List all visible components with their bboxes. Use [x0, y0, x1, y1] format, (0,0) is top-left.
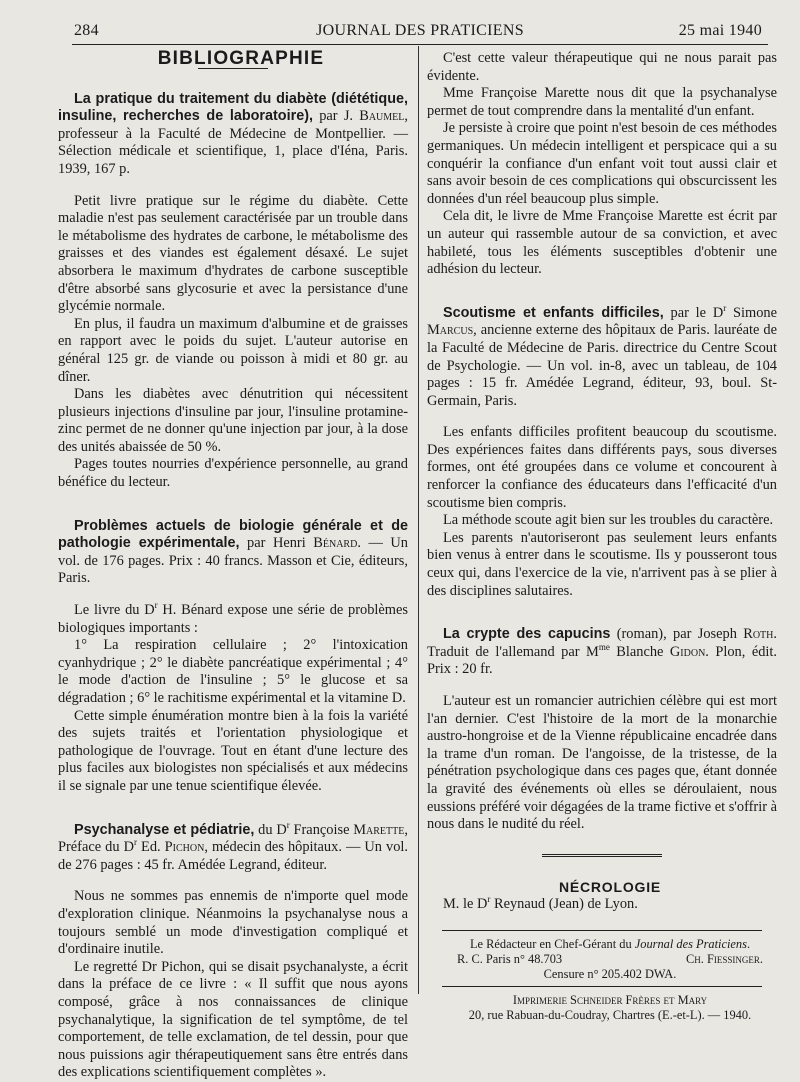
review-paragraph: Cette simple énumération montre bien à la fois la variété des sujets traités et l'orientation physiologique et pathologique de l'ouvrage. Tout en étant d'une lecture des plus faciles aux biologistes non spécialisés et aux médecins il se signale par une tenue scientifique élevée. [58, 707, 408, 794]
journal-title: JOURNAL DES PRATICIENS [316, 22, 524, 39]
page-header [72, 22, 768, 46]
author-name: Roth [743, 626, 774, 643]
printer-line: Imprimerie Schneider Frères et Mary [512, 992, 708, 1007]
review-paragraph: Dans les diabètes avec dénutrition qui nécessitent plusieurs injections d'insuline par jour, l'insuline protamine-zinc permet de ne donner qu'une injection par jour, à la dose des unités abaissée de 50 %. [58, 386, 408, 455]
book-title: Psychanalyse et pédiatrie, [74, 821, 255, 838]
issue-date: 25 mai 1940 [678, 22, 762, 39]
review-paragraph: La méthode scoute agit bien sur les troubles du caractère. [443, 512, 774, 529]
footer-rule [442, 986, 762, 987]
book-entry-scoutisme: Scoutisme et enfants difficiles, par le $D^r$ Simone Marcus, ancienne externe des hôpitaux de Paris. lauréate de la Faculté de Médecine de Paris. directrice du Centre Scout de Psychologie. — Un vol. in-8, avec un tableau, de 104 pages : 15 fr. Amédée Legrand, éditeur, 93, boul. St-Germain, Paris. [427, 302, 777, 409]
editor-line: Le Rédacteur en Chef-Gérant du Journal des Praticiens. [469, 936, 751, 951]
review-paragraph: 1° La respiration cellulaire ; 2° l'intoxication cyanhydrique ; 2° le diabète pancréatique expérimental ; 4° le mode d'action de l'insuline ; 5° le glucose et sa dégradation ; 6° le rachitisme expérimental et la vitamine D. [58, 637, 408, 706]
printer-address: 20, rue Rabuan-du-Coudray, Chartres (E.-et-L). — 1940. [468, 1007, 752, 1022]
review-paragraph: Cela dit, le livre de Mme Françoise Marette est écrit par un auteur qui rassemble autour de sa conviction, et avec habileté, tous les éléments susceptibles d'obtenir une adhésion du lecteur. [427, 208, 777, 278]
section-title: BIBLIOGRAPHIE [157, 48, 325, 69]
registry-line: R. C. Paris n° 48.703 Ch. Fiessinger. [457, 951, 763, 966]
author-name: Marette [353, 821, 405, 838]
review-paragraph: Nous ne sommes pas ennemis de n'importe quel mode d'exploration clinique. Néanmoins la psychanalyse nous a toujours semblé un mode d'investigation compliqué et d'ordinaire inutile. [58, 888, 408, 958]
right-column [427, 50, 777, 1023]
book-title: Scoutisme et enfants difficiles, [443, 304, 664, 321]
review-paragraph: Je persiste à croire que point n'est besoin de ces méthodes germaniques. Un médecin intelligent et perspicace qui a su conquérir la confiance d'un enfant voit tout aussi clair et sans avoir besoin de ces complications qui obscurcissent les données d'un réel beaucoup plus simple. [427, 120, 777, 207]
book-entry-psychanalyse: Psychanalyse et pédiatrie, du $D^r$ Françoise Marette, Préface du $D^r$ Ed. Pichon, médecin des hôpitaux. — Un vol. de 276 pages : 45 fr. Amédée Legrand, éditeur. [58, 819, 408, 873]
necrologie-title: NÉCROLOGIE [558, 878, 662, 895]
author-name: Bénard [313, 535, 358, 552]
section-separator [542, 854, 662, 857]
footer-rule [442, 930, 762, 931]
book-entry-biologie: Problèmes actuels de biologie générale et de pathologie expérimentale, par Henri Bénard. — Un vol. de 176 pages. Prix : 40 francs. Masson et Cie, éditeurs, Paris. [58, 517, 409, 587]
review-paragraph: Pages toutes nourries d'expérience personnelle, au grand bénéfice du lecteur. [58, 456, 408, 491]
header-rule [72, 44, 768, 45]
book-entry-crypte: La crypte des capucins (roman), par Joseph Roth. Traduit de l'allemand par $M^{me}$ Blanche Gidon. Plon, édit. Prix : 20 fr. [427, 626, 777, 678]
obituary-line: M. le $D^r$ Reynaud (Jean) de Lyon. [443, 894, 638, 913]
review-paragraph: L'auteur est un romancier autrichien célèbre qui est mort l'an dernier. C'est l'histoire de la mort de la monarchie austro-hongroise et de la Vienne républicaine encadrée dans la trame d'un roman. De l'angoisse, de la tristesse, de la pénétration psychologique dans ces pages que, étant donnée la gravité des événements où elles se déroulaient, nous eussions préféré voir dégagées de la trame fictive et s'offrir à nous dans le nudité du réel. [427, 693, 777, 833]
book-title: La crypte des capucins [443, 626, 611, 643]
censorship-line: Censure n° 205.402 DWA. [543, 966, 677, 981]
review-paragraph: Les parents n'autoriseront pas seulement leurs enfants bien venus à entrer dans le scoutisme. Ils y pousseront tous ceux qui, dans l'exercice de la vie, n'arrivent pas à se plier à des disciplines salutaires. [427, 529, 777, 599]
book-title: La pratique du traitement du diabète (diététique, insuline, recherches de laboratoire), [58, 90, 408, 125]
column-divider [418, 46, 419, 994]
review-paragraph: En plus, il faudra un maximum d'albumine et de graisses en rapport avec le poids du sujet. L'auteur autorise en général 125 gr. de viande ou poisson à midi et 80 gr. au dîner. [58, 315, 408, 385]
review-paragraph: Le livre du $D^r$ H. Bénard expose une série de problèmes biologiques importants : [58, 600, 408, 636]
review-paragraph: Mme Françoise Marette nous dit que la psychanalyse permet de tout comprendre dans la mentalité d'un enfant. [427, 85, 777, 119]
page-number: 284 [74, 22, 99, 39]
book-title: Problèmes actuels de biologie générale et de pathologie expérimentale, [58, 517, 408, 552]
book-entry-diabetes: La pratique du traitement du diabète (diététique, insuline, recherches de laboratoire), par J. Baumel, professeur à la Faculté de Médecine de Montpellier. — Sélection médicale et scientifique, 1, place d'Iéna, Paris. 1939, 167 p. [58, 90, 408, 177]
left-column [58, 50, 408, 1082]
review-paragraph: C'est cette valeur thérapeutique qui ne nous parait pas évidente. [427, 50, 777, 84]
preface-author-name: Pichon [164, 839, 205, 856]
review-paragraph: Petit livre pratique sur le régime du diabète. Cette maladie n'est pas seulement caractérisée par un trouble dans le métabolisme des hydrates de carbone, le métabolisme des graisses et des viandes est également désaxé. Le sujet absorbera le maximum d'hydrates de carbone susceptible d'être absorbé sans glycosurie et avec la persistance d'une glycémie normale. [58, 192, 408, 315]
review-paragraph: Le regretté Dr Pichon, qui se disait psychanalyste, a écrit dans la préface de ce livre : « Il suffit que nous ayons composé, grâce à nos connaissances de clinique psychanalytique, la signification de tel symptôme, de tel comportement, de telle exclamation, de tel dessin, pour que nous puissions agir thérapeutiquement sans être entrés dans des explications scientifiquement complètes ». [58, 958, 408, 1081]
translator-name: Gidon [669, 643, 706, 660]
review-paragraph: Les enfants difficiles profitent beaucoup du scoutisme. Des expériences faites dans différents pays, sous diverses formes, ont été groupées dans ce volume et concourent à renforcer la confiance des éducateurs dans l'efficacité d'un scoutisme bien compris. [427, 424, 777, 511]
author-name: Marcus [427, 322, 474, 339]
author-name: Baumel [359, 108, 405, 125]
